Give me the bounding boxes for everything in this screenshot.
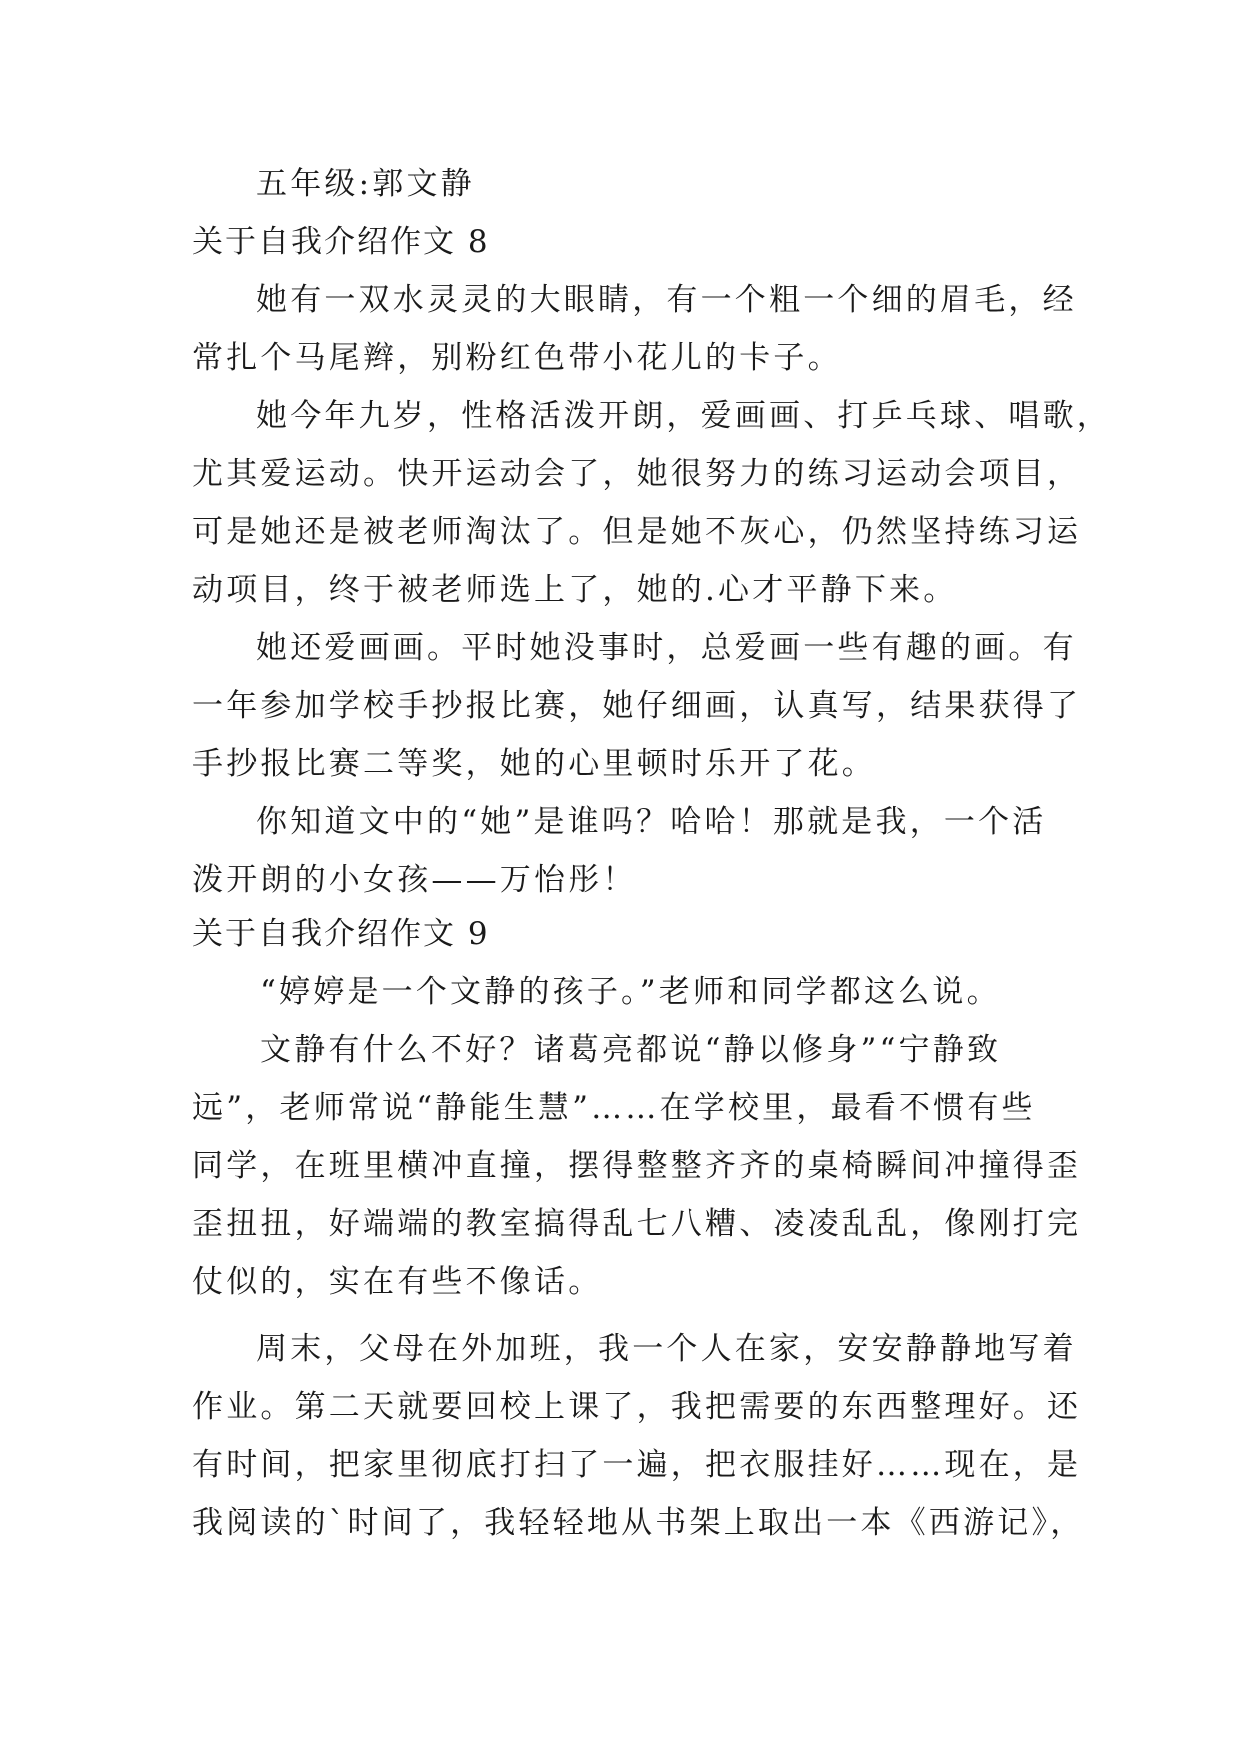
paragraph-line: 常扎个马尾辫，别粉红色带小花儿的卡子。 [192,340,842,376]
paragraph-line: 远”，老师常说“静能生慧”……在学校里，最看不惯有些 [192,1090,1036,1126]
paragraph-line: 歪扭扭，好端端的教室搞得乱七八糟、凌凌乱乱，像刚打完 [192,1206,1082,1242]
paragraph-line: 周末，父母在外加班，我一个人在家，安安静静地写着 [256,1331,1077,1367]
paragraph-line: 文静有什么不好？诸葛亮都说“静以修身”“宁静致 [260,1032,1002,1068]
paragraph-line: 作业。第二天就要回校上课了，我把需要的东西整理好。还 [192,1389,1082,1425]
section-heading-8: 关于自我介绍作文 8 [192,224,490,260]
paragraph-line: 泼开朗的小女孩——万怡彤！ [192,862,637,898]
paragraph-line: 我阅读的`时间了，我轻轻地从书架上取出一本《西游记》， [192,1505,1085,1541]
paragraph-line: 她还爱画画。平时她没事时，总爱画一些有趣的画。有 [256,630,1077,666]
paragraph-line: 手抄报比赛二等奖，她的心里顿时乐开了花。 [192,746,876,782]
paragraph-line: 尤其爱运动。快开运动会了，她很努力的练习运动会项目， [192,456,1082,492]
paragraph-line: 一年参加学校手抄报比赛，她仔细画，认真写，结果获得了 [192,688,1082,724]
paragraph-line: 有时间，把家里彻底打扫了一遍，把衣服挂好……现在，是 [192,1447,1082,1483]
paragraph-line: 她有一双水灵灵的大眼睛，有一个粗一个细的眉毛，经 [256,282,1077,318]
paragraph-line: 动项目，终于被老师选上了，她的.心才平静下来。 [192,572,958,608]
paragraph-line: 可是她还是被老师淘汰了。但是她不灰心，仍然坚持练习运 [192,514,1082,550]
section-heading-9: 关于自我介绍作文 9 [192,916,490,952]
author-line: 五年级:郭文静 [256,166,475,202]
paragraph-line: 她今年九岁，性格活泼开朗，爱画画、打乒乓球、唱歌， [256,398,1111,434]
paragraph-line: “婷婷是一个文静的孩子。”老师和同学都这么说。 [260,974,1001,1010]
paragraph-line: 仗似的，实在有些不像话。 [192,1264,603,1300]
paragraph-line: 同学，在班里横冲直撞，摆得整整齐齐的桌椅瞬间冲撞得歪 [192,1148,1082,1184]
paragraph-line: 你知道文中的“她”是谁吗？哈哈！那就是我，一个活 [256,804,1047,840]
